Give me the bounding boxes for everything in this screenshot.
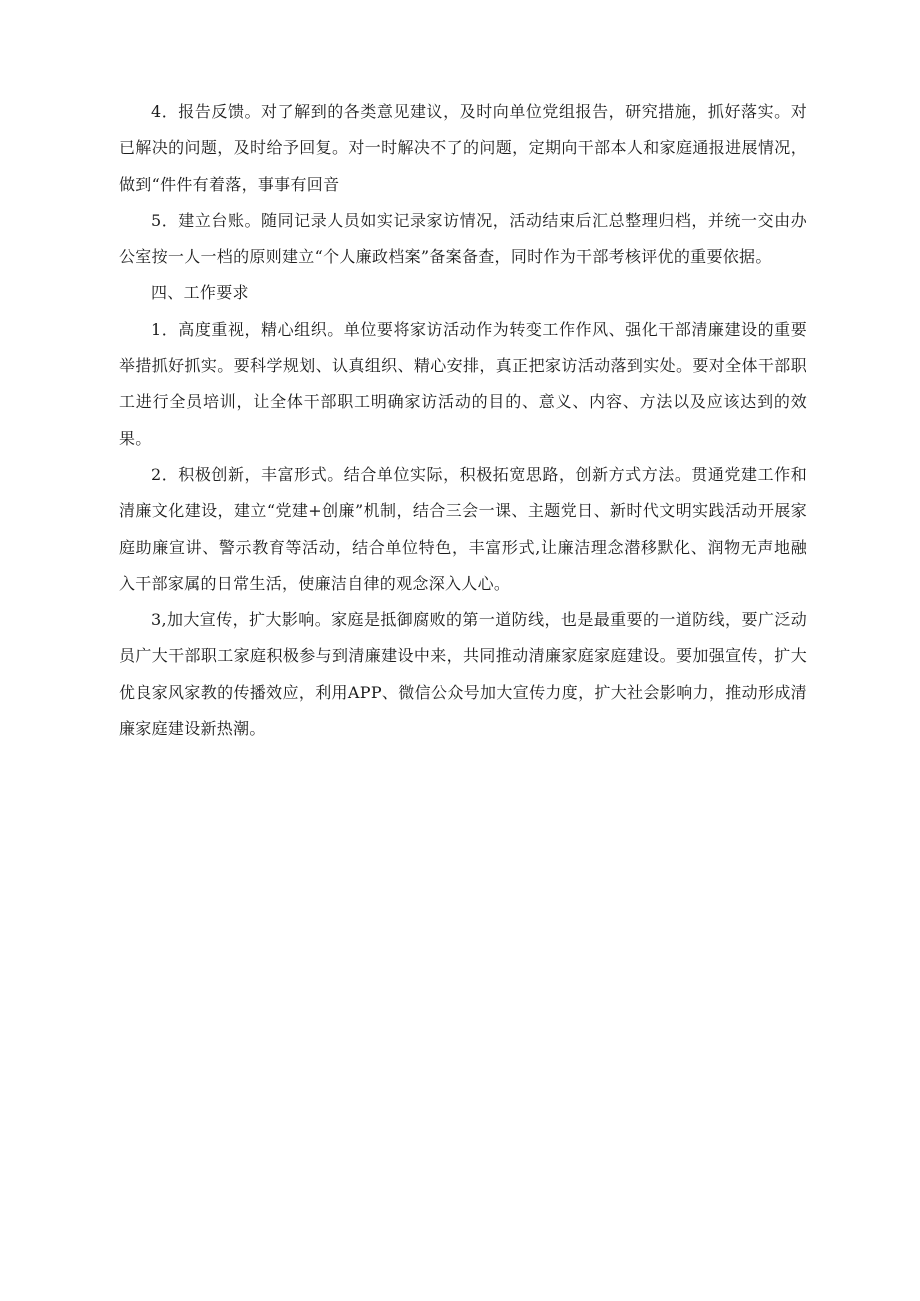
paragraph-publicity: 3,加大宣传，扩大影响。家庭是抵御腐败的第一道防线，也是最重要的一道防线，要广泛动员广大干部职工家庭积极参与到清廉建设中来，共同推动清廉家庭家庭建设。要加强宣传，扩大优良家风家教的传播效应，利用APP、微信公众号加大宣传力度，扩大社会影响力，推动形成清廉家庭建设新热潮。	[119, 610, 807, 739]
document-body	[119, 94, 807, 747]
paragraph-innovate: 2．积极创新，丰富形式。结合单位实际，积极拓宽思路，创新方式方法。贯通党建工作和清廉文化建设，建立“党建+创廉”机制，结合三会一课、主题党日、新时代文明实践活动开展家庭助廉宣讲、警示教育等活动，结合单位特色，丰富形式,让廉洁理念潜移默化、润物无声地融入干部家属的日常生活，使廉洁自律的观念深入人心。	[119, 464, 807, 593]
paragraph-report-feedback: 4．报告反馈。对了解到的各类意见建议，及时向单位党组报告，研究措施，抓好落实。对已解决的问题，及时给予回复。对一时解决不了的问题，定期向干部本人和家庭通报进展情况，做到“件件有着落，事事有回音	[119, 102, 807, 194]
paragraph-attach-importance: 1．高度重视，精心组织。单位要将家访活动作为转变工作作风、强化干部清廉建设的重要举措抓好抓实。要科学规划、认真组织、精心安排，真正把家访活动落到实处。要对全体干部职工进行全员培训，让全体干部职工明确家访活动的目的、意义、内容、方法以及应该达到的效果。	[119, 319, 807, 448]
paragraph-establish-ledger: 5．建立台账。随同记录人员如实记录家访情况，活动结束后汇总整理归档，并统一交由办公室按一人一档的原则建立“个人廉政档案”备案备查，同时作为干部考核评优的重要依据。	[119, 210, 807, 267]
section-heading-work-requirements: 四、工作要求	[151, 283, 249, 303]
